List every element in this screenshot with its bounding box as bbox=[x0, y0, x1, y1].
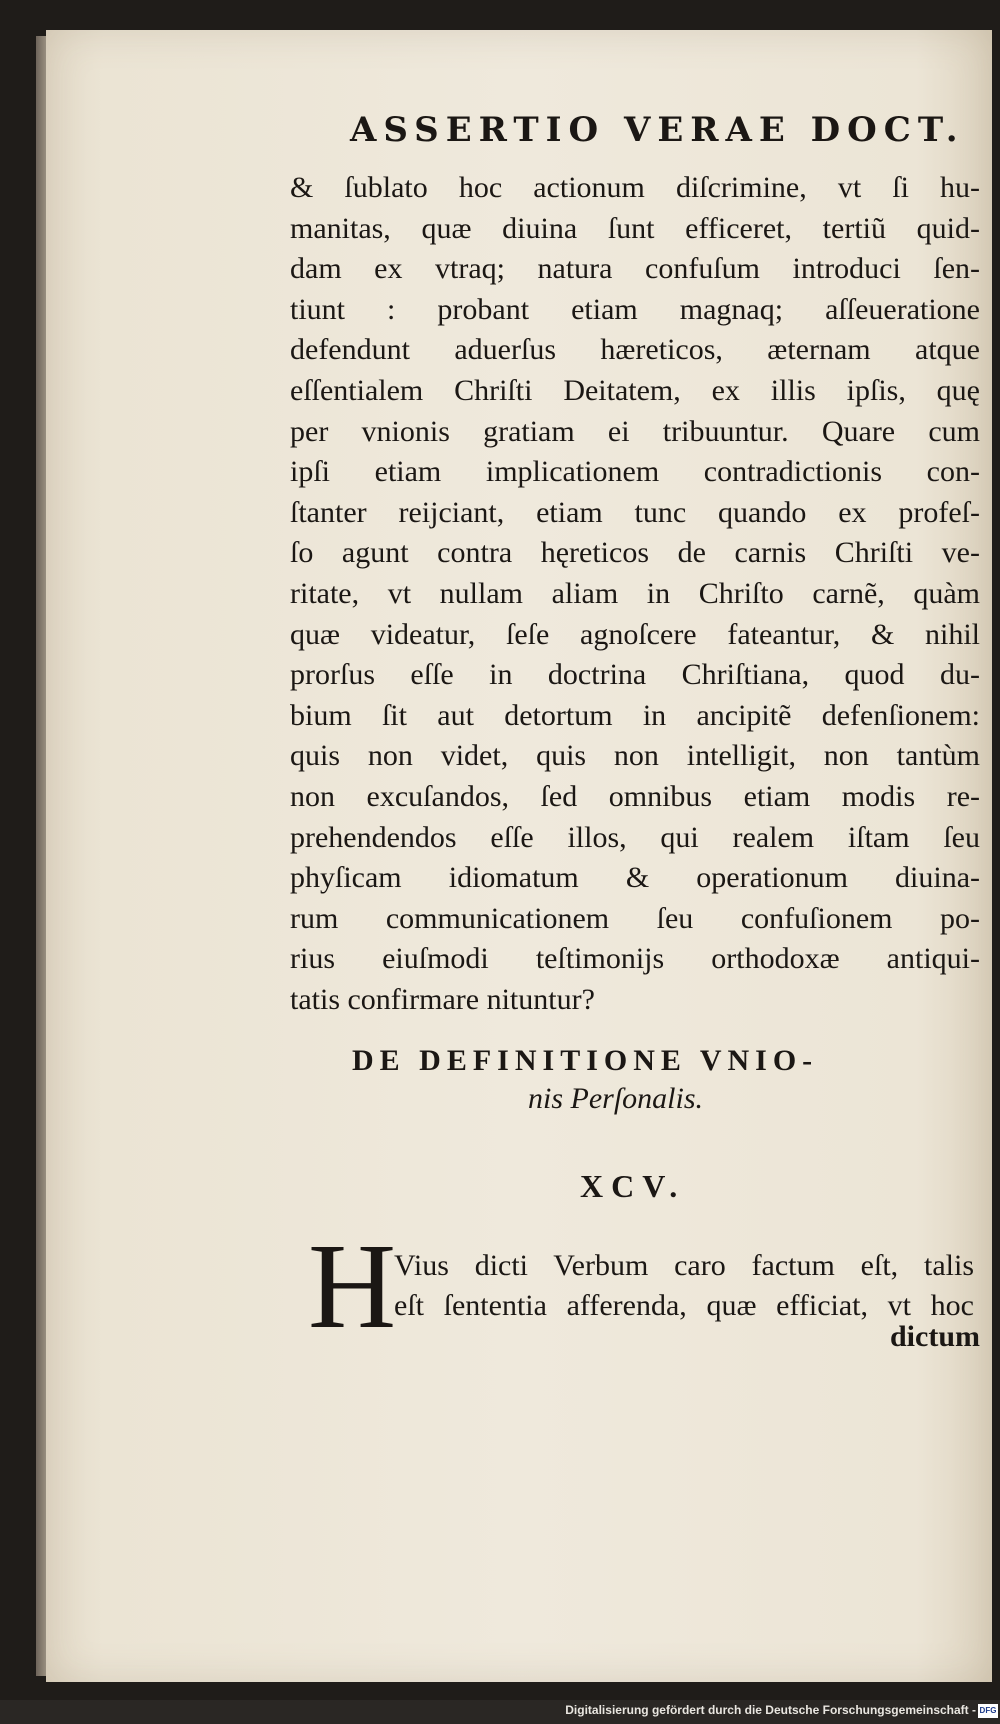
text-line: tiunt : probant etiam magnaq; aſſeueratione bbox=[290, 292, 980, 326]
text-line: non excuſandos, ſed omnibus etiam modis re- bbox=[290, 779, 980, 813]
text-line: manitas, quæ diuina ſunt efficeret, tertiũ quid- bbox=[290, 211, 980, 245]
text-line: rum communicationem ſeu confuſionem po- bbox=[290, 901, 980, 935]
text-line: per vnionis gratiam ei tribuuntur. Quare cum bbox=[290, 414, 980, 448]
paragraph-1 bbox=[290, 168, 980, 1020]
section-heading-line-2: nis Perſonalis. bbox=[528, 1082, 704, 1115]
text-line: prehendendos eſſe illos, qui realem iſtam ſeu bbox=[290, 820, 980, 854]
text-line: phyſicam idiomatum & operationum diuina- bbox=[290, 861, 980, 895]
text-line: ritate, vt nullam aliam in Chriſto carnẽ, quàm bbox=[290, 576, 980, 610]
catchword: dictum bbox=[890, 1320, 980, 1353]
text-line: eſſentialem Chriſti Deitatem, ex illis ipſis, quę bbox=[290, 373, 980, 407]
paragraph-2 bbox=[394, 1246, 974, 1326]
text-line: quæ videatur, ſeſe agnoſcere fateantur, & nihil bbox=[290, 617, 980, 651]
text-line: Vius dicti Verbum caro factum eſt, talis bbox=[394, 1249, 974, 1282]
text-line: bium ſit aut detortum in ancipitẽ defenſionem: bbox=[290, 698, 980, 732]
text-line: tatis confirmare nituntur? bbox=[290, 982, 595, 1016]
text-line: & ſublato hoc actionum diſcrimine, vt ſi hu- bbox=[290, 171, 980, 204]
text-line: quis non videt, quis non intelligit, non tantùm bbox=[290, 739, 980, 773]
drop-capital: H bbox=[308, 1219, 397, 1354]
section-heading-line-1: DE DEFINITIONE VNIO- bbox=[352, 1044, 819, 1077]
text-line: dam ex vtraq; natura confuſum introduci ſen- bbox=[290, 252, 980, 286]
text-line: rius eiuſmodi teſtimonijs orthodoxæ antiqui- bbox=[290, 942, 980, 976]
funding-notice: Digitalisierung gefördert durch die Deutsche Forschungsgemeinschaft - bbox=[565, 1703, 976, 1717]
text-line: ipſi etiam implicationem contradictionis con- bbox=[290, 455, 980, 489]
text-line: defendunt aduerſus hæreticos, æternam atque bbox=[290, 333, 980, 367]
text-line: prorſus eſſe in doctrina Chriſtiana, quod du- bbox=[290, 658, 980, 692]
dfg-logo: DFG bbox=[978, 1704, 998, 1718]
text-line: ſo agunt contra hęreticos de carnis Chriſti ve- bbox=[290, 536, 980, 570]
section-number: XCV. bbox=[580, 1168, 686, 1204]
running-head: ASSERTIO VERAE DOCT. bbox=[350, 110, 965, 150]
text-line: eſt ſententia afferenda, quæ efficiat, vt hoc bbox=[394, 1289, 974, 1322]
text-line: ſtanter reijciant, etiam tunc quando ex profeſ- bbox=[290, 495, 980, 529]
